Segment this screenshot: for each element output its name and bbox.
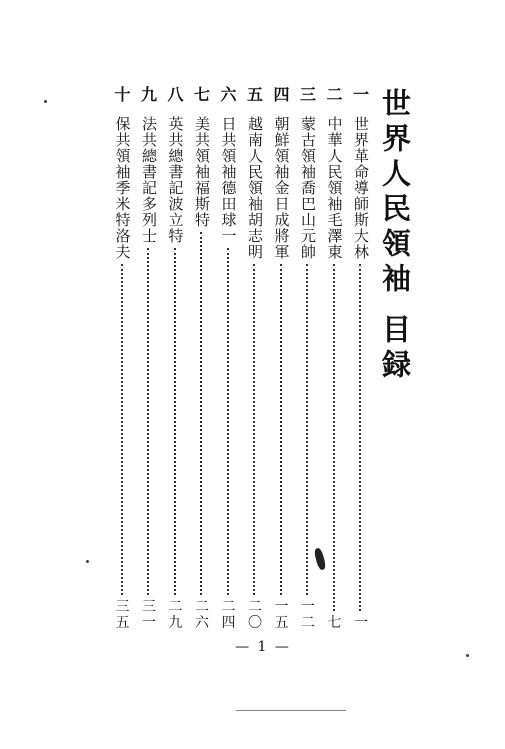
toc-entry-page: 一 — [354, 615, 368, 631]
toc-entry — [165, 86, 187, 631]
toc-entry-number: 五 — [246, 85, 263, 104]
dot-leader — [121, 264, 123, 595]
dot-leader — [147, 248, 149, 595]
speck — [44, 100, 47, 103]
toc-entry-title: 英共總書記波立特 — [166, 116, 185, 244]
dot-leader — [359, 264, 361, 611]
toc-entry — [138, 86, 160, 631]
toc-entry — [244, 86, 266, 631]
speck — [86, 560, 89, 563]
toc-entry — [350, 86, 372, 631]
toc-entry-page: 二〇 — [248, 599, 262, 631]
toc-entry-title: 中華人民領袖毛澤東 — [325, 116, 344, 260]
toc-entry-number: 一 — [352, 85, 369, 104]
dot-leader — [333, 264, 335, 611]
toc-entry-page: 一二 — [301, 599, 315, 631]
toc-entry-number: 八 — [167, 85, 184, 104]
toc-entry-page: 二九 — [168, 599, 183, 631]
toc-entry-title: 保共領袖季米特洛夫 — [113, 116, 132, 260]
toc-entry-page: 二六 — [195, 599, 209, 631]
toc-entry-number: 六 — [220, 85, 237, 104]
dot-leader — [200, 232, 202, 595]
dot-leader — [280, 264, 282, 595]
dot-leader — [174, 248, 176, 595]
toc-entry-number: 四 — [273, 85, 290, 104]
dot-leader — [253, 264, 255, 595]
toc-entry-title: 世界革命導師斯大林 — [352, 116, 370, 260]
toc-entry-page: 三五 — [115, 599, 130, 631]
toc-entry — [191, 86, 213, 631]
toc-entry-page: 七 — [327, 615, 342, 631]
page-title: 世界人民領袖 目録 — [378, 88, 412, 385]
toc-entry-title: 朝鮮領袖金日成將軍 — [272, 116, 291, 260]
toc-entry-number: 七 — [193, 85, 210, 104]
toc-entry — [218, 86, 240, 631]
toc-entry — [271, 86, 293, 631]
table-of-contents — [92, 86, 372, 631]
toc-entry — [324, 86, 346, 631]
bottom-rule — [236, 710, 346, 711]
toc-entry-number: 九 — [140, 85, 157, 104]
toc-entry-title: 蒙古領袖喬巴山元帥 — [299, 116, 317, 260]
toc-entry-number: 二 — [326, 85, 343, 104]
toc-entry-number: 三 — [299, 85, 316, 104]
dot-leader — [227, 248, 229, 595]
toc-entry — [112, 86, 134, 631]
toc-entry-page: 三一 — [142, 599, 156, 631]
toc-entry-number: 十 — [114, 85, 131, 104]
dot-leader — [306, 264, 308, 595]
page-number: — 1 — — [235, 639, 291, 655]
toc-entry-page: 一五 — [274, 599, 289, 631]
toc-entry-title: 美共領袖福斯特 — [193, 116, 211, 228]
toc-entry-title: 日共領袖德田球一 — [219, 116, 238, 244]
toc-entry-page: 二四 — [221, 599, 236, 631]
toc-entry-title: 越南人民領袖胡志明 — [246, 116, 264, 260]
toc-entry-title: 法共總書記多列士 — [140, 116, 158, 244]
speck — [466, 654, 469, 657]
